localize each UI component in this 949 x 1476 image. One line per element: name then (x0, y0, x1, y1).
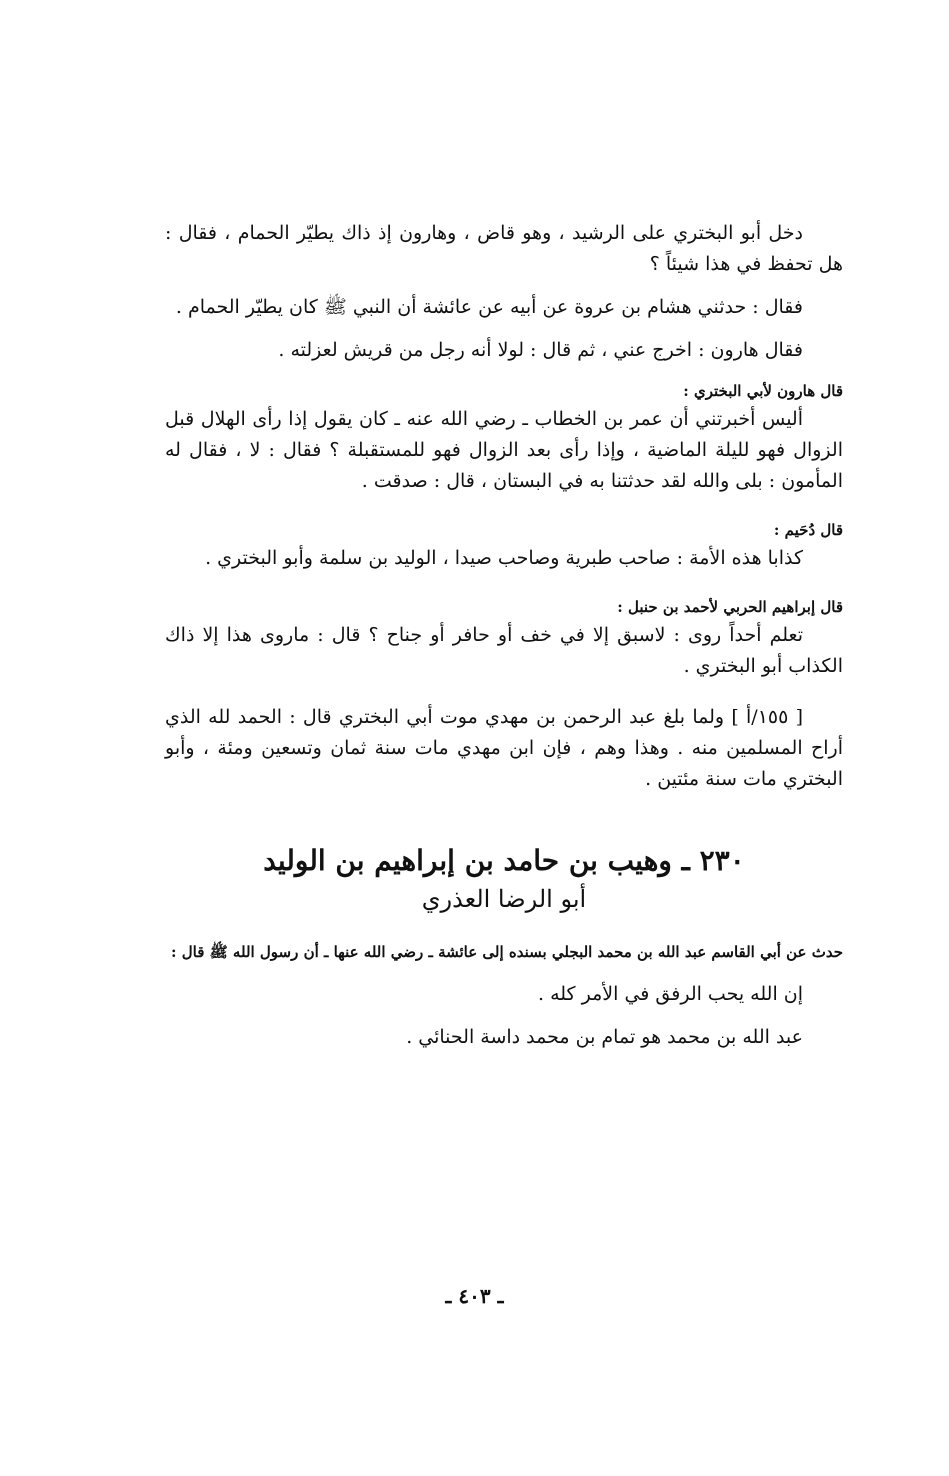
document-page (165, 218, 843, 1053)
paragraph-4: أليس أخبرتني أن عمر بن الخطاب ـ رضي الله عنه ـ كان يقول إذا رأى الهلال قبل الزوال فهو لليلة الماضية ، وإذا رأى بعد الزوال فهو للمستقبلة ؟ فقال : لا ، فقال له المأمون : بلى والله لقد حدثتنا به في البستان ، قال : صدقت . (165, 408, 843, 492)
page-number: ـ ٤٠٣ ـ (445, 1284, 504, 1308)
narrator-note: عبد الله بن محمد هو تمام بن محمد داسة الحنائي . (406, 1026, 803, 1048)
paragraph-2: فقال : حدثني هشام بن عروة عن أبيه عن عائشة أن النبي ﷺ كان يطيّر الحمام . (175, 296, 803, 318)
paragraph-7: [ ١٥٥/أ ] ولما بلغ عبد الرحمن بن مهدي موت أبي البختري قال : الحمد لله الذي أراح المسلمين منه . وهذا وهم ، فإن ابن مهدي مات سنة ثمان وتسعين ومئة ، وأبو البختري مات سنة مئتين . (165, 706, 843, 790)
paragraph-1: دخل أبو البختري على الرشيد ، وهو قاض ، وهارون إذ ذاك يطيّر الحمام ، فقال : هل تحفظ في هذا شيئاً ؟ (165, 222, 843, 275)
paragraph-5: كذابا هذه الأمة : صاحب طبرية وصاحب صيدا ، الوليد بن سلمة وأبو البختري . (205, 547, 803, 569)
speaker-heading-harbi: قال إبراهيم الحربي لأحمد بن حنبل : (617, 598, 843, 616)
speaker-heading-duhaym: قال دُحَيم : (773, 521, 843, 539)
narration-text: حدث عن أبي القاسم عبد الله بن محمد البجلي بسنده إلى عائشة ـ رضي الله عنها ـ أن رسول الله ﷺ قال : (170, 943, 843, 961)
speaker-heading-harun: قال هارون لأبي البختري : (683, 382, 843, 400)
section-subtitle: أبو الرضا العذري (421, 885, 587, 913)
hadith-text: إن الله يحب الرفق في الأمر كله . (538, 983, 803, 1005)
paragraph-6: تعلم أحداً روى : لاسبق إلا في خف أو حافر أو جناح ؟ قال : ماروى هذا إلا ذاك الكذاب أبو البختري . (165, 624, 843, 677)
section-title: ٢٣٠ ـ وهيب بن حامد بن إبراهيم بن الوليد (263, 844, 745, 877)
paragraph-3: فقال هارون : اخرج عني ، ثم قال : لولا أنه رجل من قريش لعزلته . (278, 339, 803, 361)
